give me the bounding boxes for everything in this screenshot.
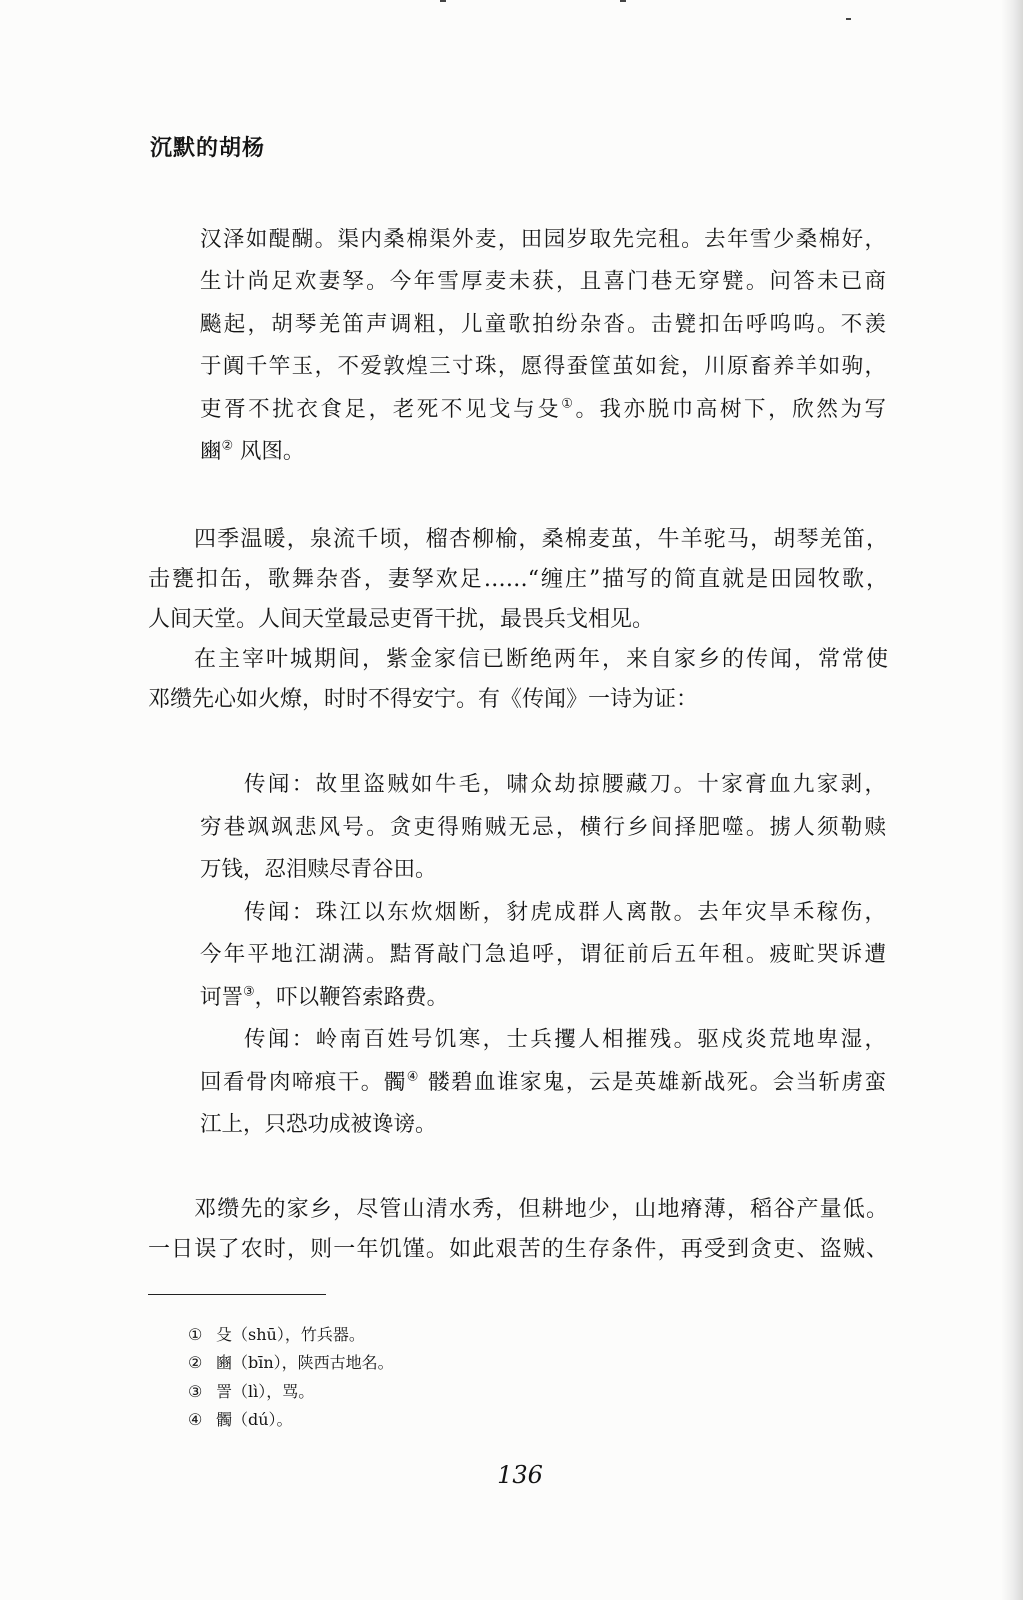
paragraph-line: 人间天堂。人间天堂最忌吏胥干扰，最畏兵戈相见。 <box>148 607 655 632</box>
poem-line: 生计尚足欢妻孥。今年雪厚麦未获，且喜门巷无穿甓。问答未已商 <box>200 269 886 295</box>
footnote-marker: ① <box>188 1325 203 1344</box>
footnote-ref: ① <box>561 396 576 412</box>
paragraph-line: 一日误了农时，则一年饥馑。如此艰苦的生存条件，再受到贪吏、盗贼、 <box>148 1237 888 1262</box>
footnote <box>188 1349 688 1377</box>
poem-line: 江上，只恐功成被谗谤。 <box>200 1112 437 1137</box>
footnote <box>188 1321 688 1349</box>
paragraph-line: 击甕扣缶，歌舞杂沓，妻孥欢足……“缠庄”描写的简直就是田园牧歌， <box>148 567 888 592</box>
scan-mark <box>846 18 851 20</box>
footnote-marker: ② <box>188 1353 203 1373</box>
paragraph <box>148 520 888 640</box>
poem-line <box>200 431 886 473</box>
poem-line <box>200 977 886 1020</box>
footnote-ref: ② <box>221 438 234 454</box>
poem-line: 今年平地江湖满。黠胥敲门急追呼，谓征前后五年租。疲甿哭诉遭 <box>200 942 886 967</box>
poem-line-text: 回看骨肉啼痕干。髑 <box>200 1069 407 1095</box>
footnote <box>188 1378 688 1406</box>
footnote-ref: ④ <box>406 1069 420 1085</box>
poem-line-text: 诃詈 <box>200 984 244 1010</box>
poem-line: 传闻：岭南百姓号饥寒，士兵攫人相摧残。驱戍炎荒地卑湿， <box>244 1027 886 1052</box>
paragraph <box>148 1190 888 1270</box>
footnote-marker: ③ <box>188 1381 203 1401</box>
page-number: 136 <box>497 1461 543 1489</box>
scan-mark <box>620 0 626 2</box>
poem-excerpt <box>200 219 886 473</box>
footnotes <box>188 1321 688 1434</box>
poem-line <box>200 1062 886 1105</box>
poem-line <box>200 389 886 431</box>
footnote-separator <box>148 1294 326 1295</box>
poem-line: 穷巷飒飒悲风号。贪吏得贿贼无忌，横行乡间择肥噬。掳人须勒赎 <box>200 814 886 840</box>
footnote-text: 髑（dú）。 <box>216 1409 293 1429</box>
poem-line-text: 豳 <box>200 438 222 464</box>
poem-line: 万钱，忍泪赎尽青谷田。 <box>200 857 437 882</box>
footnote-text: 豳（bīn），陕西古地名。 <box>216 1353 394 1373</box>
paragraph <box>148 640 888 720</box>
poem-line-text: 髅碧血谁家鬼，云是英雄新战死。会当斩虏蛮 <box>419 1069 886 1095</box>
paragraph-line: 邓缵先的家乡，尽管山清水秀，但耕地少，山地瘠薄，稻谷产量低。 <box>194 1197 888 1222</box>
scan-mark <box>440 0 446 2</box>
footnote-ref: ③ <box>243 984 255 1000</box>
poem-line-text: 。我亦脱巾高树下，欣然为写 <box>575 396 886 422</box>
footnote-text: 詈（lì），骂。 <box>216 1381 315 1401</box>
footnote-text: 殳（shū），竹兵器。 <box>216 1325 365 1344</box>
poem-line: 汉泽如醍醐。渠内桑棉渠外麦，田园岁取先完租。去年雪少桑棉好， <box>200 227 886 252</box>
poem-line-text: 风图。 <box>233 438 305 464</box>
poem-line-text: 吏胥不扰衣食足，老死不见戈与殳 <box>200 396 562 422</box>
poem-line: 飈起，胡琴羌笛声调粗，儿童歌拍纷杂沓。击甓扣缶呼呜呜。不羡 <box>200 311 886 337</box>
poem-line-text: ，吓以鞭笞索路费。 <box>254 984 449 1010</box>
paragraph-line: 邓缵先心如火燎，时时不得安宁。有《传闻》一诗为证： <box>148 687 699 712</box>
footnote <box>188 1406 688 1434</box>
running-head: 沉默的胡杨 <box>150 135 266 161</box>
paragraph-line: 在主宰叶城期间，紫金家信已断绝两年，来自家乡的传闻，常常使 <box>194 647 888 672</box>
paragraph-line: 四季温暖，泉流千顷，榴杏柳榆，桑棉麦茧，牛羊驼马，胡琴羌笛， <box>194 527 888 552</box>
poem-line: 传闻：故里盗贼如牛毛，啸众劫掠腰藏刀。十家膏血九家剥， <box>244 772 886 797</box>
poem-line: 于阗千竿玉，不爱敦煌三寸珠，愿得蚕筐茧如瓮，川原畜养羊如驹， <box>200 354 886 380</box>
scan-edge-shadow <box>1001 0 1023 1600</box>
poem-line: 传闻：珠江以东炊烟断，豺虎成群人离散。去年灾旱禾稼伤， <box>244 899 886 925</box>
footnote-marker: ④ <box>188 1409 203 1429</box>
poem-excerpt <box>200 764 886 1147</box>
